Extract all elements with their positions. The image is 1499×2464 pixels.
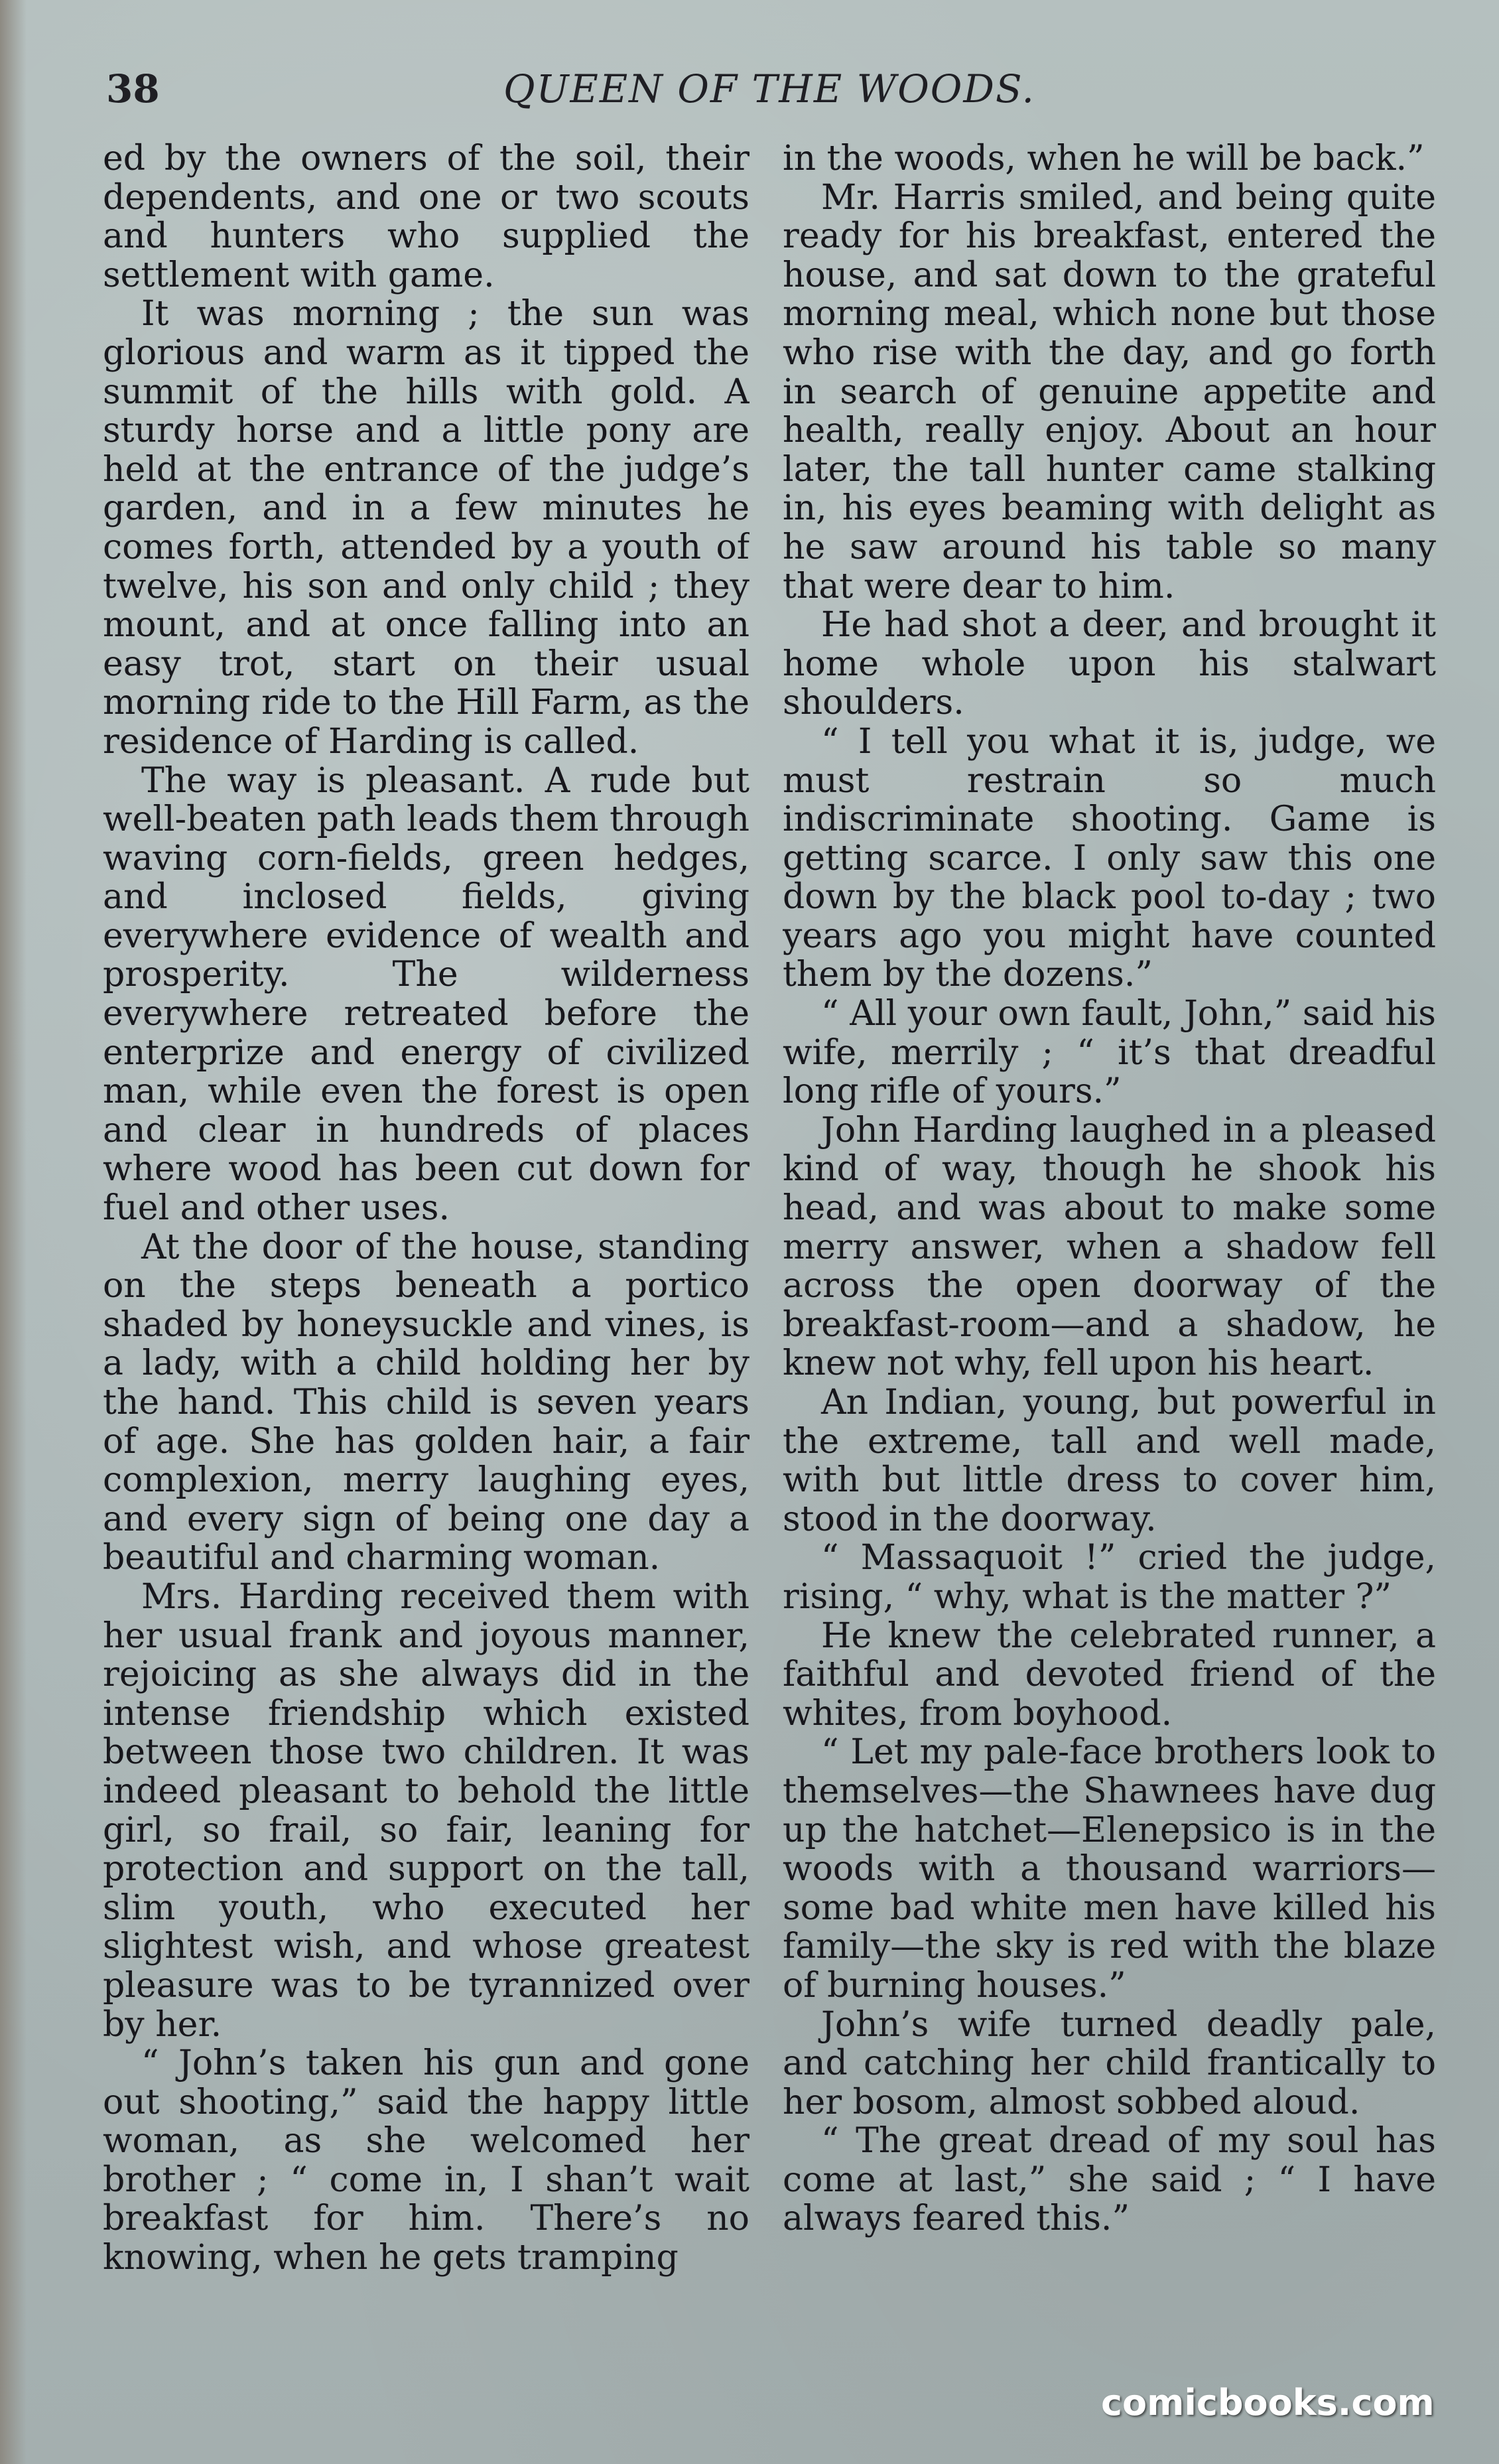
paragraph: “ John’s taken his gun and gone out shooting,” said the happy little woman, as she welcomed her brother ; “ come in, I shan’t wait breakfast for him. There’s no knowing, when he gets tramping [103, 2043, 750, 2278]
page-number: 38 [106, 66, 160, 111]
paragraph: He knew the celebrated runner, a faithful and devoted friend of the whites, from boyhood. [783, 1615, 1436, 1734]
left-text-column [103, 139, 750, 2368]
right-text-column [783, 139, 1436, 2368]
paragraph: ed by the owners of the soil, their dependents, and one or two scouts and hunters who supplied the settlement with game. [103, 139, 750, 295]
paragraph: “ I tell you what it is, judge, we must restrain so much indiscriminate shooting. Game is getting scarce. I only saw this one down by the black pool to-day ; two years ago you might have counted them by the dozens.” [783, 721, 1436, 995]
paragraph: John Harding laughed in a pleased kind of way, though he shook his head, and was about to make some merry answer, when a shadow fell across the open doorway of the breakfast-room—and a shadow, he knew not why, fell upon his heart. [783, 1110, 1436, 1384]
paragraph: An Indian, young, but powerful in the extreme, tall and well made, with but little dress to cover him, stood in the doorway. [783, 1383, 1436, 1539]
paragraph: Mr. Harris smiled, and being quite ready for his breakfast, entered the house, and sat down to the grateful morning meal, which none but those who rise with the day, and go forth in search of genuine appetite and health, really enjoy. About an hour later, the tall hunter came stalking in, his eyes beaming with delight as he saw around his table so many that were dear to him. [783, 177, 1436, 606]
paragraph: The way is pleasant. A rude but well-beaten path leads them through waving corn-fields, green hedges, and inclosed fields, giving everywhere evidence of wealth and prosperity. The wilderness everywhere retreated before the enterprize and energy of civilized man, while even the forest is open and clear in hundreds of places where wood has been cut down for fuel and other uses. [103, 760, 750, 1229]
paragraph: “ All your own fault, John,” said his wife, merrily ; “ it’s that dreadful long rifle of yours.” [783, 994, 1436, 1112]
paragraph: Mrs. Harding received them with her usual frank and joyous manner, rejoicing as she always did in the intense friendship which existed between those two children. It was indeed pleasant to behold the little girl, so frail, so fair, leaning for protection and support on the tall, slim youth, who executed her slightest wish, and whose greatest pleasure was to be tyrannized over by her. [103, 1576, 750, 2045]
page-header [106, 66, 1433, 126]
page-edge-shadow [0, 0, 27, 2464]
paragraph: in the woods, when he will be back.” [783, 139, 1425, 178]
paragraph: “ The great dread of my soul has come at last,” she said ; “ I have always feared this.” [783, 2121, 1436, 2239]
watermark: comicbooks.com [1101, 2382, 1435, 2424]
running-title: QUEEN OF THE WOODS. [503, 66, 1035, 111]
paragraph: “ Massaquoit !” cried the judge, rising, “ why, what is the matter ?” [783, 1538, 1436, 1617]
paragraph: It was morning ; the sun was glorious and warm as it tipped the summit of the hills with gold. A sturdy horse and a little pony are held at the entrance of the judge’s garden, and in a few minutes he comes forth, attended by a youth of twelve, his son and only child ; they mount, and at once falling into an easy trot, start on their usual morning ride to the Hill Farm, as the residence of Harding is called. [103, 294, 750, 762]
paragraph: He had shot a deer, and brought it home whole upon his stalwart shoulders. [783, 605, 1436, 723]
paragraph: At the door of the house, standing on the steps beneath a portico shaded by honeysuckle and vines, is a lady, with a child holding her by the hand. This child is seven years of age. She has golden hair, a fair complexion, merry laughing eyes, and every sign of being one day a beautiful and charming woman. [103, 1227, 750, 1578]
paragraph: John’s wife turned deadly pale, and catching her child frantically to her bosom, almost sobbed aloud. [783, 2004, 1436, 2122]
paragraph: “ Let my pale-face brothers look to themselves—the Shawnees have dug up the hatchet—Elenepsico is in the woods with a thousand warriors—some bad white men have killed his family—the sky is red with the blaze of burning houses.” [783, 1732, 1436, 2006]
